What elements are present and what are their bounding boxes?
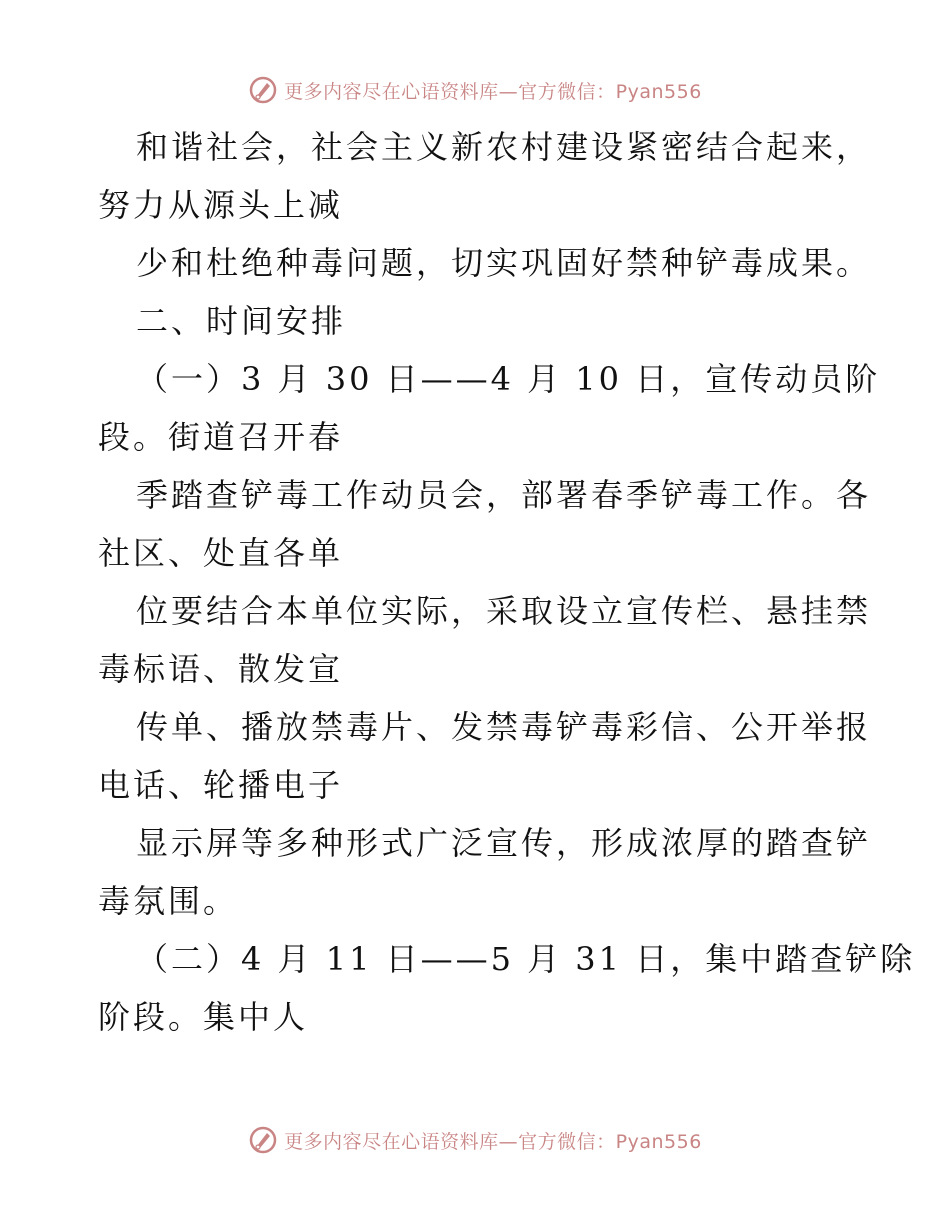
document-body <box>98 118 916 1046</box>
text-line: 毒氛围。 <box>98 882 239 920</box>
text-line: 传单、播放禁毒片、发禁毒铲毒彩信、公开举报 <box>136 708 872 746</box>
text-line: 段。街道召开春 <box>98 418 344 456</box>
section-heading: 二、时间安排 <box>136 302 347 340</box>
text-line: 努力从源头上减 <box>98 186 344 224</box>
watermark-text: 更多内容尽在心语资料库—官方微信：Pyan556 <box>284 80 702 103</box>
pen-logo-icon <box>248 1125 278 1155</box>
text-line: 社区、处直各单 <box>98 534 344 572</box>
footer-watermark <box>0 1122 950 1158</box>
text-line: 少和杜绝种毒问题，切实巩固好禁种铲毒成果。 <box>136 244 872 282</box>
text-line: （一）3 月 30 日——4 月 10 日，宣传动员阶 <box>136 360 881 398</box>
text-line: 和谐社会，社会主义新农村建设紧密结合起来， <box>136 128 872 166</box>
text-line: （二）4 月 11 日——5 月 31 日，集中踏查铲除 <box>136 940 916 978</box>
pen-logo-icon <box>248 75 278 105</box>
watermark-text: 更多内容尽在心语资料库—官方微信：Pyan556 <box>284 1130 702 1153</box>
text-line: 毒标语、散发宣 <box>98 650 344 688</box>
text-line: 季踏查铲毒工作动员会，部署春季铲毒工作。各 <box>136 476 872 514</box>
text-line: 显示屏等多种形式广泛宣传，形成浓厚的踏查铲 <box>136 824 872 862</box>
text-line: 电话、轮播电子 <box>98 766 344 804</box>
header-watermark <box>0 72 950 108</box>
text-line: 阶段。集中人 <box>98 998 309 1036</box>
text-line: 位要结合本单位实际，采取设立宣传栏、悬挂禁 <box>136 592 872 630</box>
